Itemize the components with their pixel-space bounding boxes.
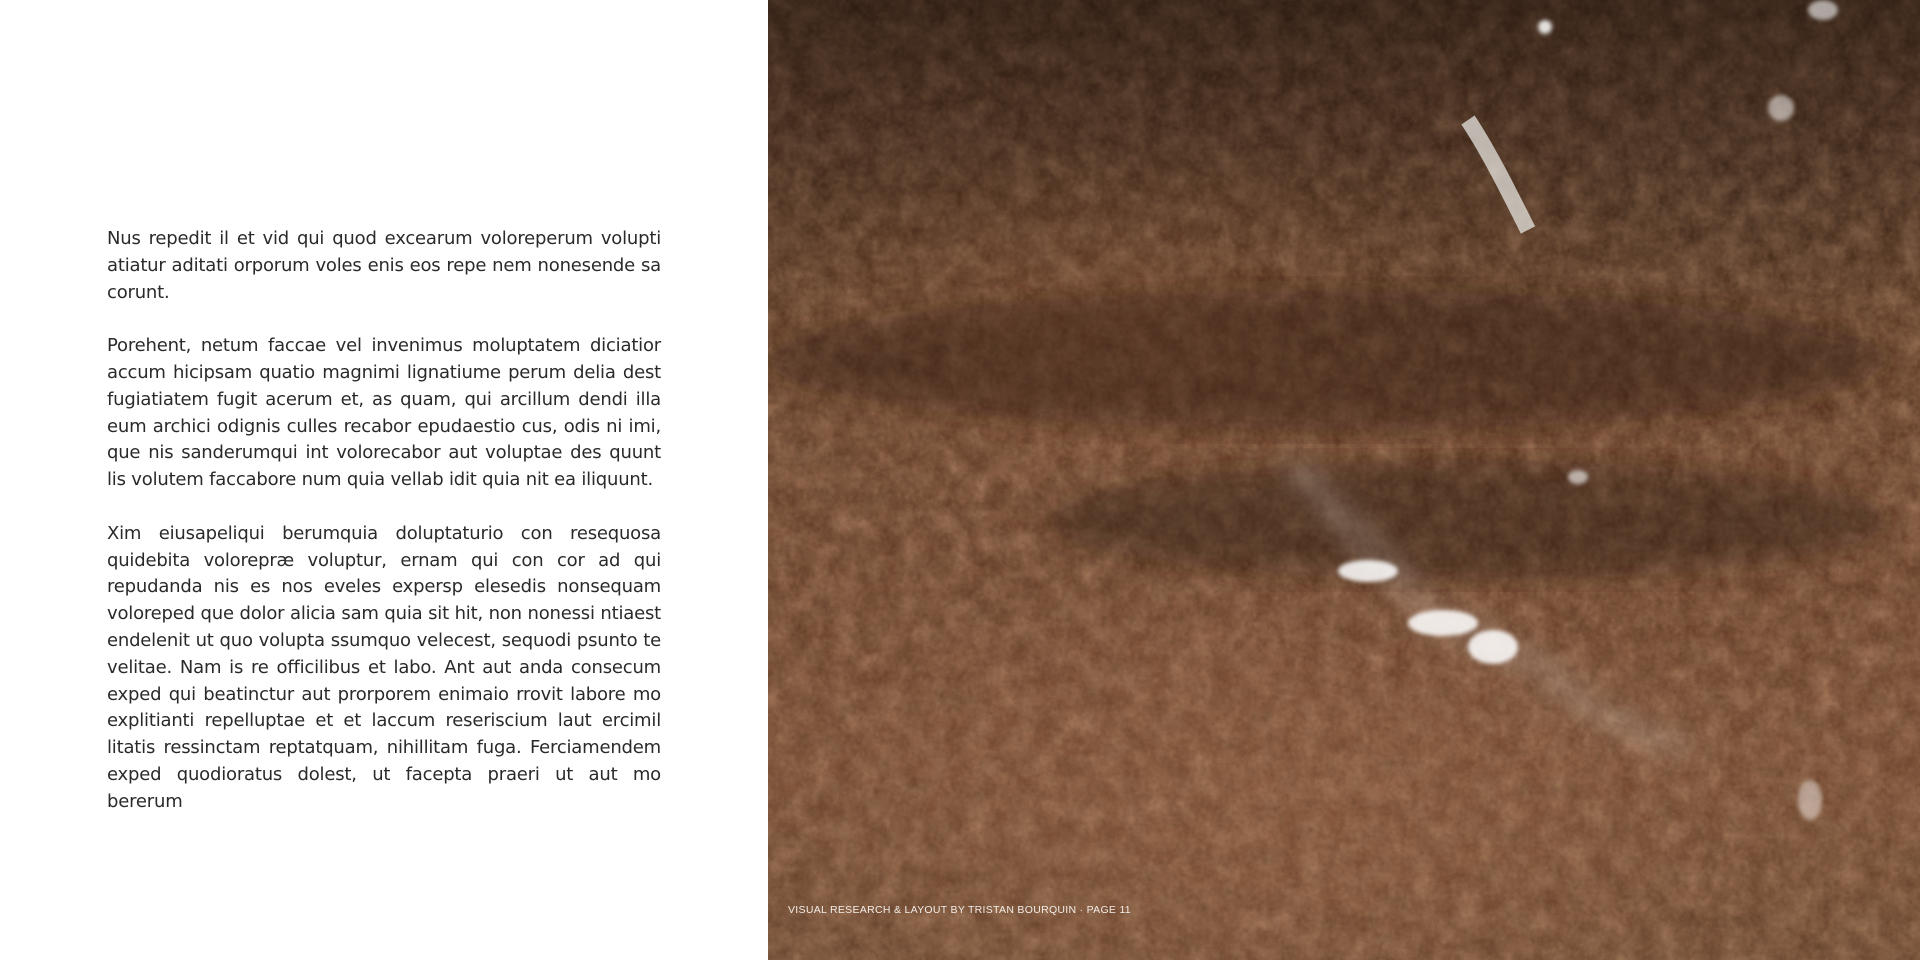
- water-glint: [1408, 610, 1478, 636]
- water-glint: [1768, 95, 1794, 121]
- paragraph-3: Xim eiusapeliqui berumquia doluptaturio con resequosa quidebita volorepræ voluptur, ernam qui con cor ad qui repudanda nis es nos eveles expersp elesedis nonsequam voloreped que dolor alicia sam quia sit hit, non nonessi ntiaest endelenit ut quo volupta ssumquo velecest, sequodi psunto te velitae. Nam is re officilibus et labo. Ant aut anda consecum exped qui beatinctur aut prorporem enimaio rrovit labore mo explitianti repelluptae et et laccum reseriscium laut ercimil litatis ressinctam reptatquam, nihillitam fuga. Ferciamendem exped quodioratus dolest, ut facepta praeri ut aut mo bererum: [107, 522, 661, 812]
- water-glint: [1808, 0, 1838, 20]
- body-text-block: [107, 226, 661, 842]
- soil-photo-page: [768, 0, 1920, 960]
- water-glint: [1568, 470, 1588, 484]
- soil-texture: [768, 0, 1920, 960]
- page-caption: VISUAL RESEARCH & LAYOUT BY TRISTAN BOURQUIN · PAGE 11: [788, 904, 1131, 916]
- paragraph-1: Nus repedit il et vid qui quod excearum voloreperum volupti atiatur aditati orporum voles enis eos repe nem nonesende sa corunt.: [107, 228, 661, 303]
- water-glint: [1338, 560, 1398, 582]
- left-page: [0, 0, 768, 960]
- water-glint: [1538, 20, 1552, 34]
- water-glint: [1468, 630, 1518, 664]
- water-glint: [1798, 780, 1822, 820]
- paragraph-2: Porehent, netum faccae vel invenimus moluptatem diciatior accum hicipsam quatio magnimi lignatiume perum delia dest fugiatiatem fugit acerum et, as quam, qui arcillum dendi illa eum archici odignis culles recabor epudaestio cus, odis ni imi, que nis sanderumqui int volorecabor aut voluptae des quunt lis volutem faccabore num quia vellab idit quia nit ea iliquunt.: [107, 335, 661, 491]
